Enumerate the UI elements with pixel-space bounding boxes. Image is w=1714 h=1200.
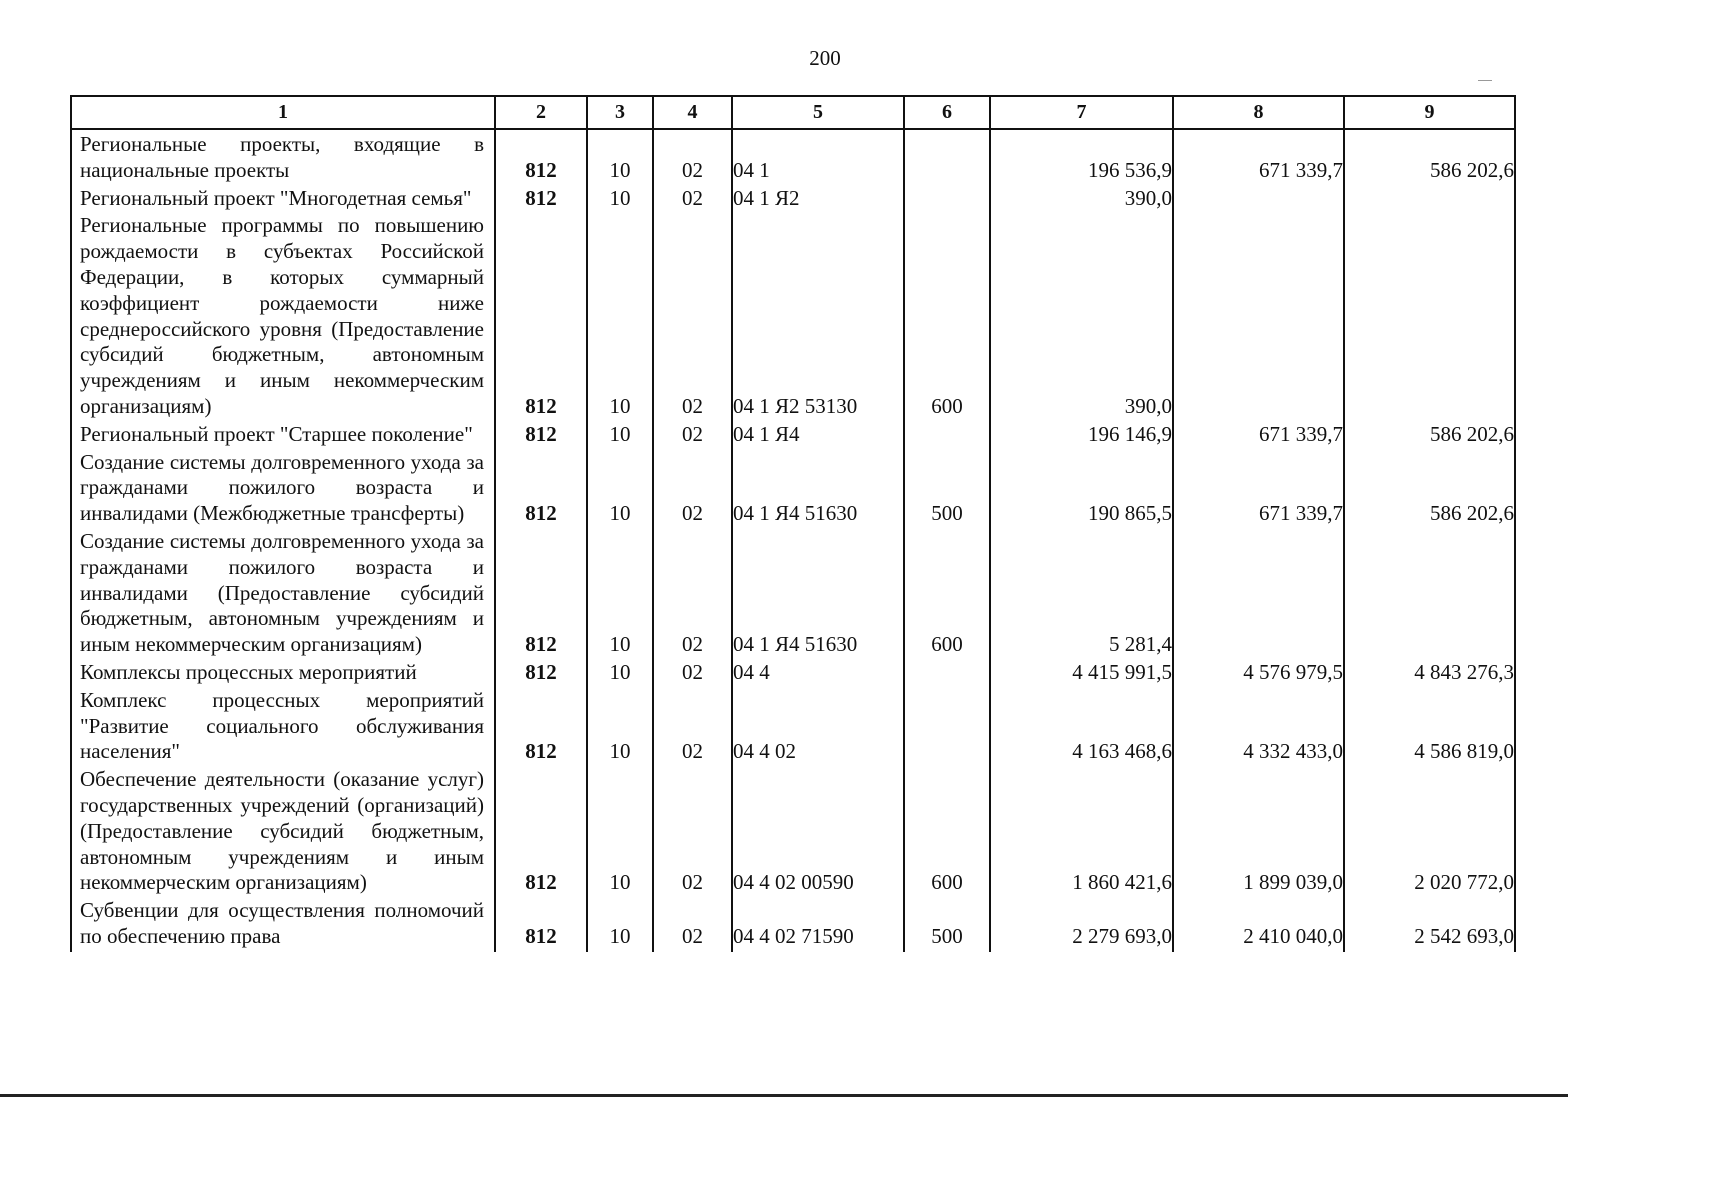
row-value-cell: 812 xyxy=(495,420,587,448)
row-value-cell: 671 339,7 xyxy=(1173,420,1344,448)
row-value-cell: 671 339,7 xyxy=(1173,448,1344,527)
row-name-cell: Обеспечение деятельности (оказание услуг) государственных учреждений (организаций) (Предоставление субсидий бюджетным, автономным учреждениям и иным некоммерческим организациям) xyxy=(71,765,495,896)
table-row xyxy=(71,686,1515,765)
budget-table-container xyxy=(70,95,1514,952)
row-name-cell: Региональный проект "Старшее поколение" xyxy=(71,420,495,448)
row-value-cell: 4 163 468,6 xyxy=(990,686,1173,765)
column-header: 8 xyxy=(1173,96,1344,129)
row-value-cell: 10 xyxy=(587,184,653,212)
row-value-cell: 600 xyxy=(904,211,990,419)
table-row xyxy=(71,658,1515,686)
row-value-cell: 4 415 991,5 xyxy=(990,658,1173,686)
row-value-cell: 812 xyxy=(495,211,587,419)
table-body xyxy=(71,129,1515,952)
row-name-cell: Субвенции для осуществления полномочий по обеспечению права xyxy=(71,896,495,952)
row-value-cell xyxy=(904,420,990,448)
row-value-cell: 02 xyxy=(653,896,732,952)
scan-artifact xyxy=(0,1094,1568,1097)
row-value-cell: 04 4 02 xyxy=(732,686,904,765)
row-value-cell: 812 xyxy=(495,896,587,952)
scan-artifact xyxy=(1478,80,1492,81)
row-value-cell: 10 xyxy=(587,896,653,952)
row-value-cell xyxy=(1344,184,1515,212)
table-row xyxy=(71,211,1515,419)
table-row xyxy=(71,448,1515,527)
row-value-cell: 500 xyxy=(904,896,990,952)
column-header: 9 xyxy=(1344,96,1515,129)
row-value-cell: 02 xyxy=(653,184,732,212)
row-value-cell: 10 xyxy=(587,129,653,184)
row-value-cell: 812 xyxy=(495,448,587,527)
row-value-cell: 600 xyxy=(904,527,990,658)
row-value-cell: 10 xyxy=(587,420,653,448)
row-value-cell: 02 xyxy=(653,527,732,658)
row-value-cell: 02 xyxy=(653,211,732,419)
row-value-cell: 10 xyxy=(587,686,653,765)
row-value-cell: 4 576 979,5 xyxy=(1173,658,1344,686)
row-value-cell: 04 1 Я4 51630 xyxy=(732,527,904,658)
row-value-cell xyxy=(904,184,990,212)
row-value-cell: 586 202,6 xyxy=(1344,129,1515,184)
row-value-cell xyxy=(1344,527,1515,658)
row-value-cell: 600 xyxy=(904,765,990,896)
row-value-cell: 500 xyxy=(904,448,990,527)
row-value-cell: 4 843 276,3 xyxy=(1344,658,1515,686)
row-value-cell xyxy=(904,658,990,686)
row-value-cell: 390,0 xyxy=(990,211,1173,419)
row-value-cell: 2 542 693,0 xyxy=(1344,896,1515,952)
row-value-cell: 04 1 Я2 xyxy=(732,184,904,212)
row-value-cell: 812 xyxy=(495,686,587,765)
column-header: 2 xyxy=(495,96,587,129)
row-value-cell xyxy=(904,686,990,765)
column-header: 6 xyxy=(904,96,990,129)
table-row xyxy=(71,420,1515,448)
row-value-cell xyxy=(904,129,990,184)
row-value-cell: 02 xyxy=(653,658,732,686)
row-value-cell: 390,0 xyxy=(990,184,1173,212)
column-header: 1 xyxy=(71,96,495,129)
row-value-cell: 04 1 xyxy=(732,129,904,184)
column-header: 7 xyxy=(990,96,1173,129)
row-value-cell: 10 xyxy=(587,658,653,686)
row-value-cell: 812 xyxy=(495,765,587,896)
budget-table xyxy=(70,95,1516,952)
row-value-cell: 2 020 772,0 xyxy=(1344,765,1515,896)
row-value-cell: 671 339,7 xyxy=(1173,129,1344,184)
row-value-cell: 04 4 02 00590 xyxy=(732,765,904,896)
row-value-cell: 4 332 433,0 xyxy=(1173,686,1344,765)
row-value-cell: 10 xyxy=(587,765,653,896)
row-name-cell: Региональные программы по повышению рождаемости в субъектах Российской Федерации, в которых суммарный коэффициент рождаемости ниже среднероссийского уровня (Предоставление субсидий бюджетным, автономным учреждениям и иным некоммерческим организациям) xyxy=(71,211,495,419)
row-name-cell: Региональные проекты, входящие в национальные проекты xyxy=(71,129,495,184)
row-value-cell: 10 xyxy=(587,527,653,658)
column-header: 4 xyxy=(653,96,732,129)
row-value-cell: 812 xyxy=(495,184,587,212)
row-value-cell: 04 4 02 71590 xyxy=(732,896,904,952)
row-value-cell: 812 xyxy=(495,129,587,184)
table-row xyxy=(71,765,1515,896)
row-value-cell: 04 1 Я4 xyxy=(732,420,904,448)
row-value-cell: 196 536,9 xyxy=(990,129,1173,184)
table-row xyxy=(71,129,1515,184)
page-number: 200 xyxy=(809,46,841,70)
row-value-cell: 2 279 693,0 xyxy=(990,896,1173,952)
table-row xyxy=(71,527,1515,658)
row-name-cell: Создание системы долговременного ухода за гражданами пожилого возраста и инвалидами (Предоставление субсидий бюджетным, автономным учреждениям и иным некоммерческим организациям) xyxy=(71,527,495,658)
row-value-cell: 586 202,6 xyxy=(1344,420,1515,448)
row-value-cell: 02 xyxy=(653,448,732,527)
table-row xyxy=(71,184,1515,212)
row-value-cell: 04 1 Я4 51630 xyxy=(732,448,904,527)
row-value-cell xyxy=(1173,211,1344,419)
row-value-cell: 04 1 Я2 53130 xyxy=(732,211,904,419)
row-value-cell: 02 xyxy=(653,765,732,896)
row-value-cell: 02 xyxy=(653,420,732,448)
header-row xyxy=(71,96,1515,129)
row-value-cell: 10 xyxy=(587,448,653,527)
row-value-cell: 10 xyxy=(587,211,653,419)
row-value-cell: 1 899 039,0 xyxy=(1173,765,1344,896)
row-value-cell xyxy=(1173,527,1344,658)
table-row xyxy=(71,896,1515,952)
row-value-cell: 586 202,6 xyxy=(1344,448,1515,527)
row-value-cell: 5 281,4 xyxy=(990,527,1173,658)
row-value-cell: 04 4 xyxy=(732,658,904,686)
row-value-cell: 02 xyxy=(653,129,732,184)
row-name-cell: Создание системы долговременного ухода за гражданами пожилого возраста и инвалидами (Межбюджетные трансферты) xyxy=(71,448,495,527)
column-header: 5 xyxy=(732,96,904,129)
row-name-cell: Комплексы процессных мероприятий xyxy=(71,658,495,686)
row-name-cell: Комплекс процессных мероприятий "Развитие социального обслуживания населения" xyxy=(71,686,495,765)
column-header: 3 xyxy=(587,96,653,129)
row-value-cell: 190 865,5 xyxy=(990,448,1173,527)
row-value-cell: 812 xyxy=(495,658,587,686)
row-value-cell: 196 146,9 xyxy=(990,420,1173,448)
row-value-cell: 02 xyxy=(653,686,732,765)
row-name-cell: Региональный проект "Многодетная семья" xyxy=(71,184,495,212)
row-value-cell: 1 860 421,6 xyxy=(990,765,1173,896)
row-value-cell: 812 xyxy=(495,527,587,658)
row-value-cell: 4 586 819,0 xyxy=(1344,686,1515,765)
row-value-cell xyxy=(1173,184,1344,212)
row-value-cell xyxy=(1344,211,1515,419)
row-value-cell: 2 410 040,0 xyxy=(1173,896,1344,952)
